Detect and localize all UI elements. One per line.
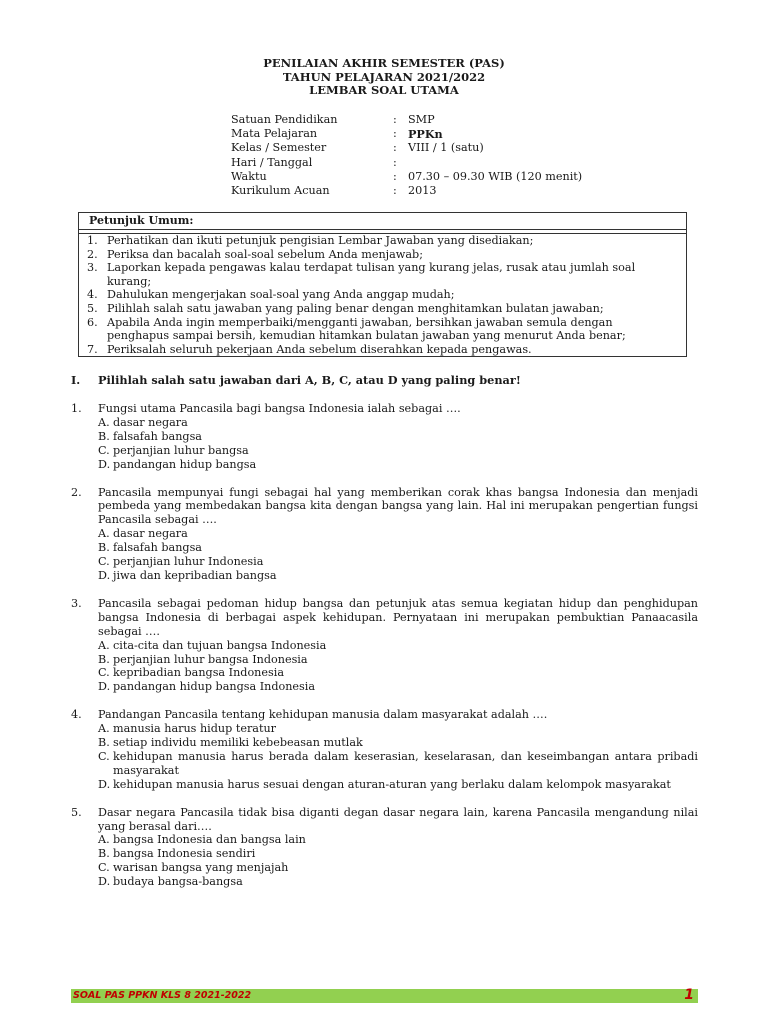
- document-header: [0, 57, 768, 98]
- answer-option[interactable]: A. dasar negara: [98, 527, 188, 541]
- instruction-item: 7. Periksalah seluruh pekerjaan Anda sebelum diserahkan kepada pengawas.: [87, 342, 532, 356]
- question-item: [71, 708, 698, 791]
- question-number: 2.: [71, 485, 82, 499]
- answer-option[interactable]: A. bangsa Indonesia dan bangsa lain: [98, 833, 306, 847]
- section-title: Pilihlah salah satu jawaban dari A, B, C, atau D yang paling benar!: [98, 373, 521, 387]
- instructions-header: [79, 213, 686, 230]
- page-number: 1: [684, 987, 694, 1003]
- instruction-item: 6. Apabila Anda ingin memperbaiki/mengganti jawaban, bersihkan jawaban semula dengan penghapus sampai bersih, kemudian hitamkan bulatan jawaban yang menurut Anda benar;: [87, 315, 626, 343]
- answer-option[interactable]: D. jiwa dan kepribadian bangsa: [98, 568, 277, 582]
- question-text: Fungsi utama Pancasila bagi bangsa Indonesia ialah sebagai ….: [98, 402, 461, 415]
- answer-option[interactable]: A. cita-cita dan tujuan bangsa Indonesia: [98, 638, 327, 652]
- answer-option[interactable]: A. manusia harus hidup teratur: [98, 722, 277, 736]
- question-item: [71, 486, 698, 583]
- answer-option[interactable]: B. falsafah bangsa: [98, 429, 202, 443]
- instruction-item: 5. Pilihlah salah satu jawaban yang paling benar dengan menghitamkan bulatan jawaban;: [87, 301, 604, 315]
- answer-option[interactable]: B. setiap individu memiliki kebebeasan mutlak: [98, 736, 363, 750]
- question-text: Pancasila mempunyai fungi sebagai hal yang memberikan corak khas bangsa Indonesia dan menjadi pembeda yang membedakan bangsa kita dengan bangsa yang lain. Hal ini merupakan pengertian fungsi Pancasila sebagai ….: [98, 485, 698, 527]
- answer-option[interactable]: D. budaya bangsa-bangsa: [98, 875, 243, 889]
- info-value: SMP: [408, 113, 435, 126]
- info-label: Satuan Pendidikan: [231, 113, 338, 126]
- answer-option[interactable]: D. kehidupan manusia harus sesuai dengan aturan-aturan yang berlaku dalam kelompok masyarakat: [98, 777, 671, 791]
- answer-option[interactable]: D. pandangan hidup bangsa Indonesia: [98, 680, 316, 694]
- question-number: 1.: [71, 402, 82, 415]
- info-value: PPKn: [408, 127, 443, 142]
- info-row: Mata Pelajaran : PPKn: [231, 127, 443, 142]
- info-value: VIII / 1 (satu): [408, 141, 484, 155]
- answer-option[interactable]: D. pandangan hidup bangsa: [98, 457, 257, 471]
- identity-table: [231, 113, 582, 198]
- page-footer: [71, 989, 698, 1003]
- answer-option[interactable]: C. warisan bangsa yang menjajah: [98, 861, 289, 875]
- info-label: Kurikulum Acuan: [231, 183, 330, 197]
- question-number: 4.: [71, 708, 82, 722]
- instruction-item: 1. Perhatikan dan ikuti petunjuk pengisian Lembar Jawaban yang disediakan;: [87, 234, 534, 247]
- answer-option[interactable]: A. dasar negara: [98, 415, 188, 429]
- info-label: Mata Pelajaran: [231, 127, 318, 141]
- instruction-item: 4. Dahulukan mengerjakan soal-soal yang Anda anggap mudah;: [87, 288, 455, 302]
- header-year: TAHUN PELAJARAN 2021/2022: [282, 69, 486, 84]
- answer-option[interactable]: B. perjanjian luhur bangsa Indonesia: [98, 652, 308, 666]
- info-row: Hari / Tanggal :: [231, 155, 397, 169]
- answer-option[interactable]: B. bangsa Indonesia sendiri: [98, 847, 256, 861]
- section-number: I.: [71, 373, 81, 387]
- question-list: [71, 402, 698, 903]
- answer-option[interactable]: C. perjanjian luhur bangsa: [98, 443, 249, 457]
- question-text: Dasar negara Pancasila tidak bisa diganti degan dasar negara lain, karena Pancasila mengandung nilai yang berasal dari….: [98, 805, 698, 833]
- question-number: 3.: [71, 596, 82, 610]
- instruction-item: 3. Laporkan kepada pengawas kalau terdapat tulisan yang kurang jelas, rusak atau jumlah soal kurang;: [87, 261, 636, 288]
- instruction-item: 2. Periksa dan bacalah soal-soal sebelum Anda menjawab;: [87, 247, 423, 261]
- instructions-title: Petunjuk Umum:: [89, 214, 194, 227]
- question-item: [71, 597, 698, 694]
- info-label: Kelas / Semester: [231, 141, 327, 155]
- info-label: Hari / Tanggal: [231, 155, 313, 169]
- section-heading: [71, 373, 521, 387]
- question-text: Pandangan Pancasila tentang kehidupan manusia dalam masyarakat adalah ….: [98, 708, 548, 722]
- instructions-list: [87, 234, 677, 356]
- footer-text: SOAL PAS PPKN KLS 8 2021-2022: [73, 990, 252, 1001]
- info-row: Satuan Pendidikan : SMP: [231, 113, 435, 126]
- question-text: Pancasila sebagai pedoman hidup bangsa dan petunjuk atas semua kegiatan hidup dan penghidupan bangsa Indonesia di berbagai aspek kehidupan. Pernyataan ini merupakan pembuktian Panaacasila sebagai ….: [98, 596, 698, 638]
- question-item: [71, 402, 698, 472]
- info-row: Waktu : 07.30 – 09.30 WIB (120 menit): [231, 169, 583, 183]
- info-label: Waktu: [231, 169, 267, 183]
- info-row: Kelas / Semester : VIII / 1 (satu): [231, 141, 484, 155]
- question-number: 5.: [71, 805, 82, 819]
- info-row: Kurikulum Acuan : 2013: [231, 183, 437, 197]
- answer-option[interactable]: C. kehidupan manusia harus berada dalam keserasian, keselarasan, dan keseimbangan antara pribadi masyarakat: [98, 749, 698, 777]
- info-value: 07.30 – 09.30 WIB (120 menit): [408, 169, 583, 183]
- answer-option[interactable]: C. perjanjian luhur Indonesia: [98, 555, 264, 569]
- info-value: 2013: [408, 183, 437, 197]
- instructions-box: [78, 212, 687, 357]
- header-title: PENILAIAN AKHIR SEMESTER (PAS): [263, 56, 505, 70]
- header-subtitle: LEMBAR SOAL UTAMA: [309, 83, 459, 97]
- question-item: [71, 806, 698, 889]
- answer-option[interactable]: C. kepribadian bangsa Indonesia: [98, 666, 284, 680]
- answer-option[interactable]: B. falsafah bangsa: [98, 541, 202, 555]
